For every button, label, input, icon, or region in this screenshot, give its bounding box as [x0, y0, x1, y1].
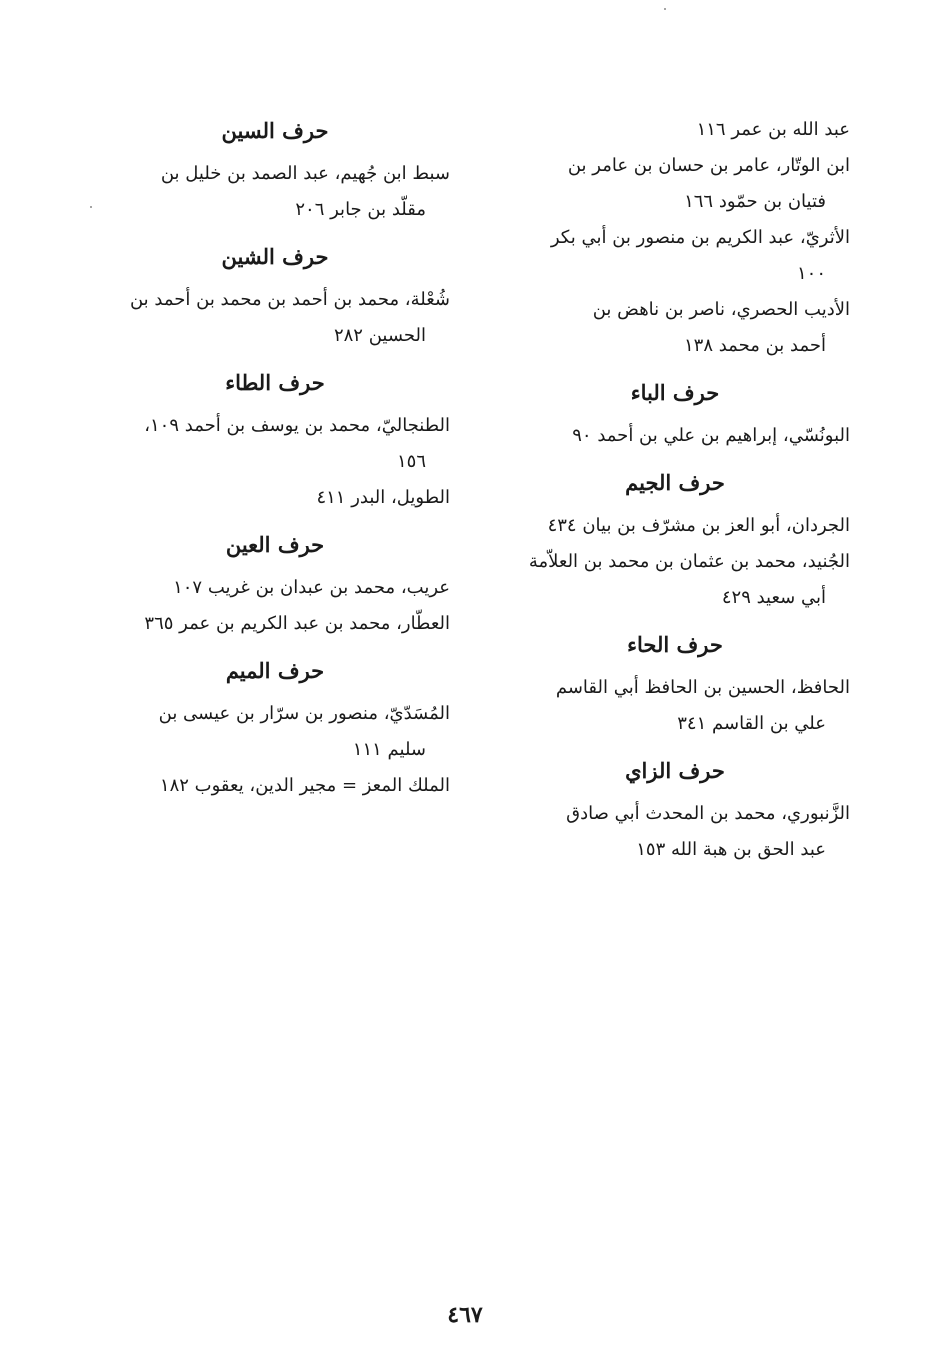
list-item	[100, 282, 450, 354]
entry-line: الأثريّ، عبد الكريم بن منصور بن أبي بكر	[550, 227, 850, 248]
list-item	[100, 480, 450, 516]
list-item	[500, 670, 850, 742]
entry-line: سبط ابن جُهيم، عبد الصمد بن خليل بن	[160, 163, 450, 184]
scan-speck	[664, 8, 666, 10]
list-item	[100, 408, 450, 480]
entry-continuation: علي بن القاسم ٣٤١	[677, 713, 826, 734]
section-heading-shin: حرف الشين	[221, 244, 329, 269]
section-heading-jim: حرف الجيم	[625, 470, 725, 495]
entry-continuation: ١٠٠	[796, 263, 826, 284]
list-item	[100, 570, 450, 606]
section-heading-ta: حرف الطاء	[225, 370, 325, 395]
left-column	[100, 112, 450, 804]
entry-continuation: عبد الحق بن هبة الله ١٥٣	[636, 839, 826, 860]
list-item	[500, 796, 850, 868]
entry-continuation: سليم ١١١	[352, 739, 426, 760]
entry-line: البونُسّي، إبراهيم بن علي بن أحمد ٩٠	[572, 425, 850, 446]
entry-line: عريب، محمد بن عبدان بن غريب ١٠٧	[173, 577, 450, 598]
entry-line: العطّار، محمد بن عبد الكريم بن عمر ٣٦٥	[144, 613, 450, 634]
list-item	[500, 418, 850, 454]
entry-line: شُعْلة، محمد بن أحمد بن محمد بن أحمد بن	[129, 289, 450, 310]
list-item	[100, 156, 450, 228]
entry-continuation: فتيان بن حمّود ١٦٦	[684, 191, 826, 212]
scan-speck	[90, 206, 92, 208]
section-heading-ha: حرف الحاء	[627, 632, 723, 657]
entry-line: عبد الله بن عمر ١١٦	[696, 119, 850, 140]
entry-continuation: مقلّد بن جابر ٢٠٦	[295, 199, 426, 220]
entry-line: الجردان، أبو العز بن مشرّف بن بيان ٤٣٤	[547, 515, 850, 536]
entry-continuation: أحمد بن محمد ١٣٨	[684, 335, 826, 356]
section-heading-ain: حرف العين	[225, 532, 325, 557]
list-item	[500, 544, 850, 616]
entry-line: الحافظ، الحسين بن الحافظ أبي القاسم	[555, 677, 850, 698]
list-item	[100, 606, 450, 642]
list-item	[500, 220, 850, 292]
right-column	[500, 112, 850, 868]
list-item	[500, 112, 850, 148]
entry-continuation: أبي سعيد ٤٢٩	[721, 587, 826, 608]
list-item	[500, 292, 850, 364]
list-item	[100, 768, 450, 804]
entry-line: الطويل، البدر ٤١١	[316, 487, 450, 508]
list-item	[500, 148, 850, 220]
entry-line: الجُنيد، محمد بن عثمان بن محمد بن العلاّمة	[528, 551, 850, 572]
entry-line: المُسَدّيّ، منصور بن سرّار بن عيسى بن	[158, 703, 450, 724]
entry-line: الزَّنبوري، محمد بن المحدث أبي صادق	[566, 803, 850, 824]
list-item	[500, 508, 850, 544]
section-heading-zay: حرف الزاي	[625, 758, 725, 783]
section-heading-sin: حرف السين	[221, 118, 329, 143]
list-item	[100, 696, 450, 768]
entry-continuation: ١٥٦	[396, 451, 426, 472]
entry-line: الطنجاليّ، محمد بن يوسف بن أحمد ١٠٩،	[144, 415, 450, 436]
entry-line: ابن الوتّار، عامر بن حسان بن عامر بن	[567, 155, 850, 176]
page-number: ٤٦٧	[447, 1302, 483, 1328]
entry-line: الملك المعز = مجير الدين، يعقوب ١٨٢	[159, 775, 450, 796]
section-heading-ba: حرف الباء	[630, 380, 720, 405]
entry-continuation: الحسين ٢٨٢	[333, 325, 426, 346]
section-heading-mim: حرف الميم	[225, 658, 325, 683]
entry-line: الأديب الحصري، ناصر بن ناهض بن	[592, 299, 850, 320]
